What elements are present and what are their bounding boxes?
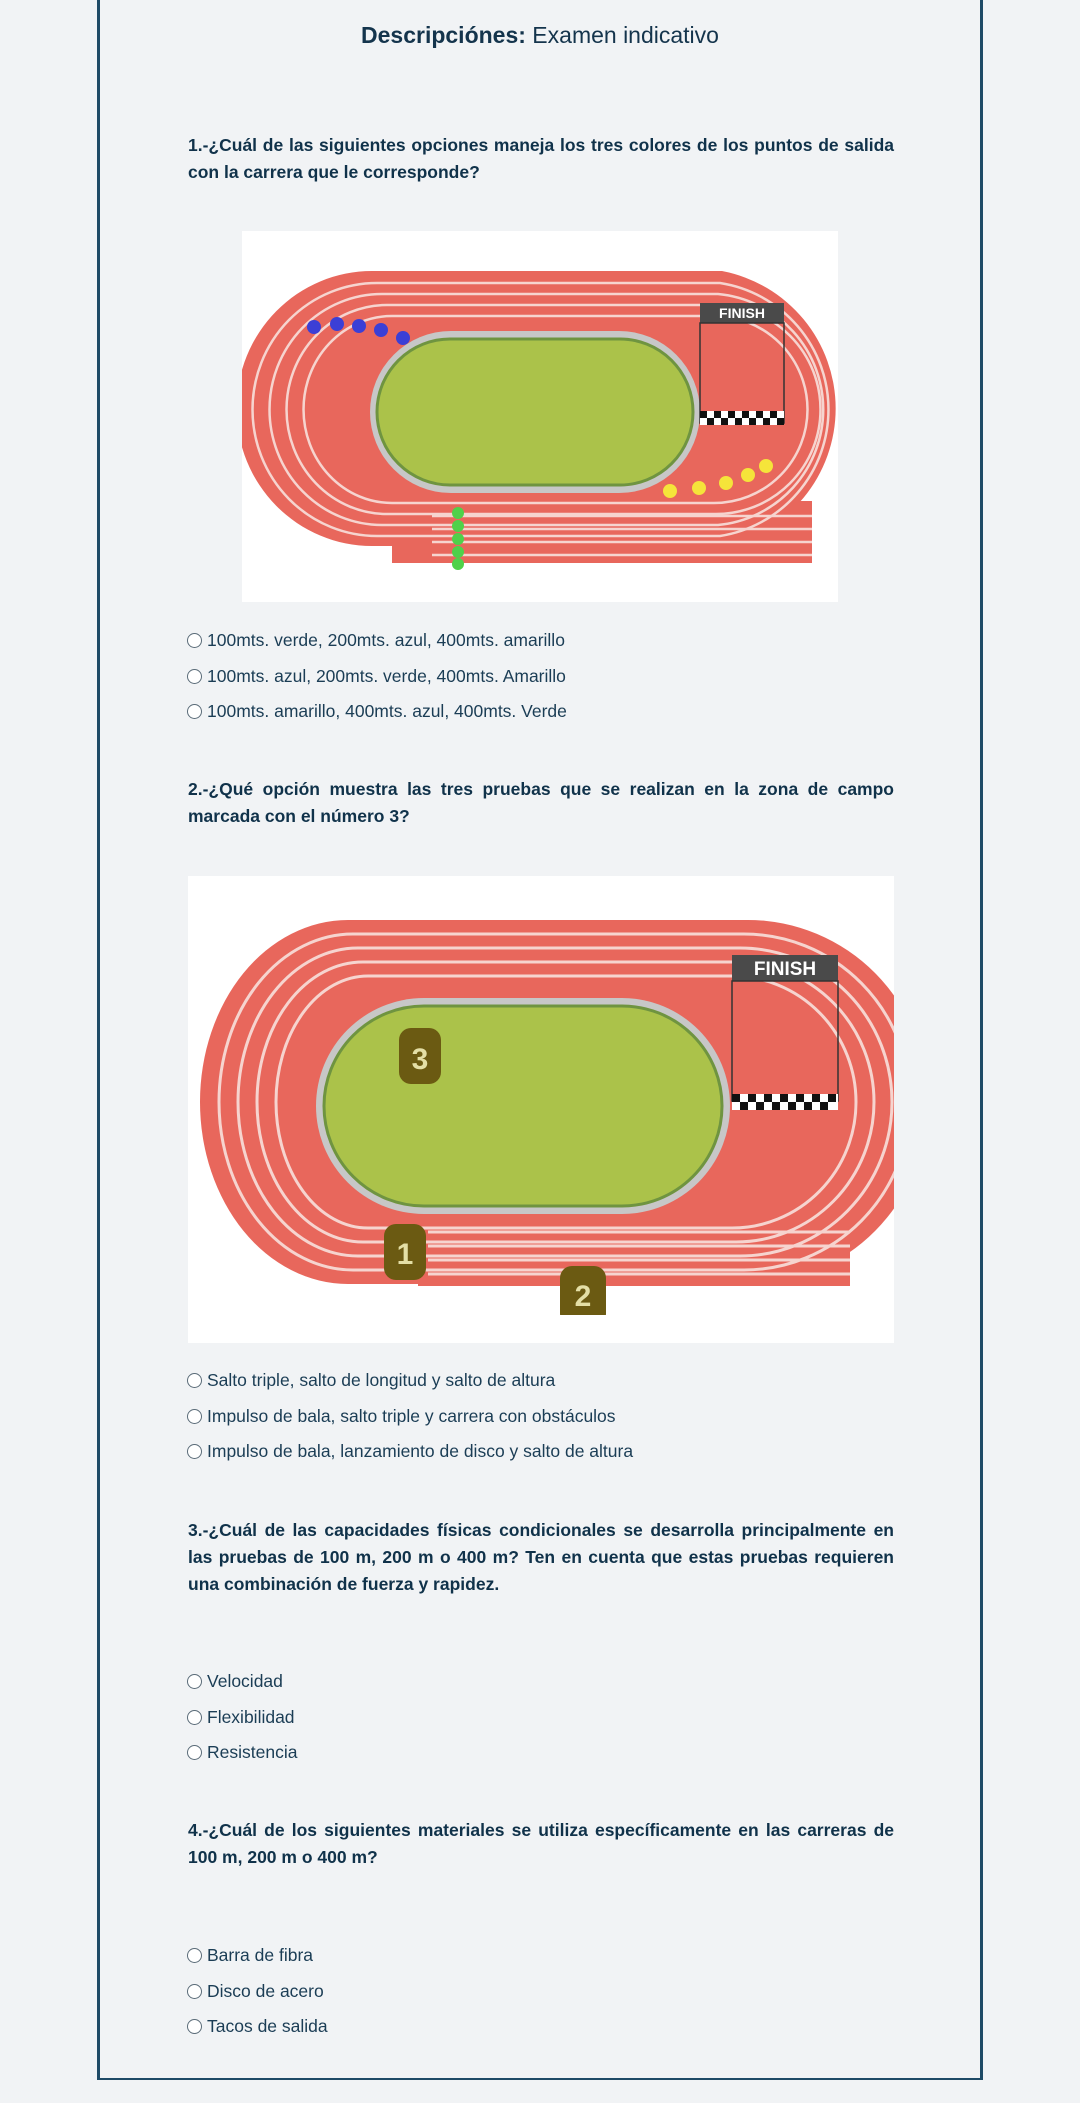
radio-button[interactable] <box>187 1674 202 1689</box>
q4-option-2[interactable] <box>187 1974 893 2010</box>
q1-option-1[interactable] <box>187 623 893 659</box>
option-label: Impulso de bala, lanzamiento de disco y salto de altura <box>207 1441 634 1462</box>
option-label: Salto triple, salto de longitud y salto de altura <box>207 1370 556 1391</box>
option-label: Velocidad <box>207 1671 283 1692</box>
checkered-line-1 <box>700 411 784 425</box>
radio-button[interactable] <box>187 1710 202 1725</box>
finish-label-2: FINISH <box>753 959 817 980</box>
question-2-track-image <box>188 876 894 1343</box>
option-label: Resistencia <box>207 1742 298 1763</box>
q4-option-1[interactable] <box>187 1938 893 1974</box>
page-title-rest: Examen indicativo <box>525 22 719 48</box>
question-1-text: 1.-¿Cuál de las siguientes opciones maneja los tres colores de los puntos de salida con la carrera que le corresponde? <box>188 135 894 182</box>
option-label: Flexibilidad <box>207 1706 295 1727</box>
green-start-markers <box>452 507 464 570</box>
radio-button[interactable] <box>187 1948 202 1963</box>
q3-option-1[interactable] <box>187 1664 893 1700</box>
zone-2-label: 2 <box>574 1280 592 1313</box>
question-2-text: 2.-¿Qué opción muestra las tres pruebas que se realizan en la zona de campo marcada con el número 3? <box>188 779 894 826</box>
q2-option-3[interactable] <box>187 1434 893 1470</box>
q3-option-3[interactable] <box>187 1735 893 1771</box>
finish-label-1: FINISH <box>719 305 765 321</box>
radio-button[interactable] <box>187 1745 202 1760</box>
question-4-text: 4.-¿Cuál de los siguientes materiales se utiliza específicamente en las carreras de 100 m, 200 m o 400 m? <box>188 1820 894 1867</box>
q4-option-3[interactable] <box>187 2009 893 2045</box>
zone-3-badge <box>399 1028 441 1084</box>
question-1-track-image <box>242 231 838 602</box>
checkered-line-2 <box>732 1094 838 1110</box>
page-title <box>0 22 1080 49</box>
question-3-text: 3.-¿Cuál de las capacidades físicas condicionales se desarrolla principalmente en las pruebas de 100 m, 200 m o 400 m? Ten en cuenta que estas pruebas requieren una combinación de fuerza y rapidez. <box>188 1520 894 1594</box>
option-label: Tacos de salida <box>207 2016 328 2037</box>
radio-button[interactable] <box>187 1984 202 1999</box>
question-4-options <box>187 1938 893 2045</box>
question-3-options <box>187 1664 893 1771</box>
q3-option-2[interactable] <box>187 1700 893 1736</box>
track-diagram-2 <box>188 876 894 1343</box>
radio-button[interactable] <box>187 1409 202 1424</box>
q2-option-2[interactable] <box>187 1399 893 1435</box>
question-2-options <box>187 1363 893 1470</box>
page-title-bold: Descripciónes: <box>361 22 526 48</box>
radio-button[interactable] <box>187 669 202 684</box>
q1-option-3[interactable] <box>187 694 893 730</box>
radio-button[interactable] <box>187 2019 202 2034</box>
option-label: Barra de fibra <box>207 1945 314 1966</box>
radio-button[interactable] <box>187 704 202 719</box>
option-label: 100mts. verde, 200mts. azul, 400mts. amarillo <box>207 630 565 651</box>
radio-button[interactable] <box>187 1373 202 1388</box>
track-diagram-1 <box>242 231 838 602</box>
zone-2-badge <box>554 1266 612 1343</box>
radio-button[interactable] <box>187 1444 202 1459</box>
zone-1-label: 1 <box>396 1238 414 1271</box>
option-label: 100mts. amarillo, 400mts. azul, 400mts. Verde <box>207 701 567 722</box>
option-label: Impulso de bala, salto triple y carrera con obstáculos <box>207 1405 616 1426</box>
zone-3-label: 3 <box>411 1043 429 1076</box>
zone-1-badge <box>384 1224 426 1280</box>
q1-option-2[interactable] <box>187 659 893 695</box>
question-1-options <box>187 623 893 730</box>
option-label: 100mts. azul, 200mts. verde, 400mts. Amarillo <box>207 665 566 686</box>
q2-option-1[interactable] <box>187 1363 893 1399</box>
option-label: Disco de acero <box>207 1980 324 2001</box>
radio-button[interactable] <box>187 633 202 648</box>
